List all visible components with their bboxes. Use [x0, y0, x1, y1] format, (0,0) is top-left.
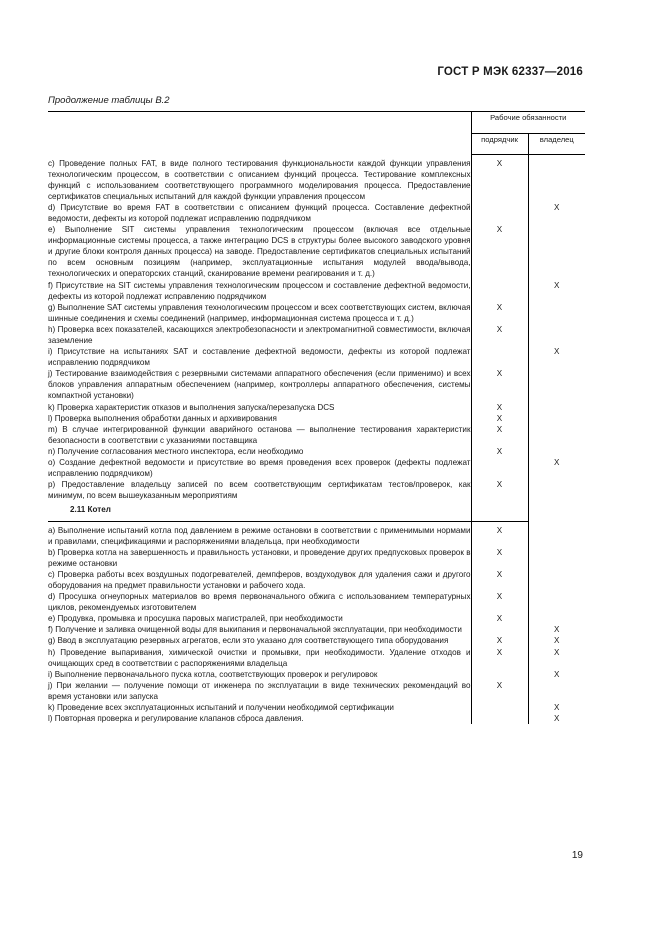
owner-mark	[528, 368, 585, 401]
table-row	[48, 368, 585, 401]
table-row	[48, 402, 585, 413]
duty-text: g) Выполнение SAT системы управления технологическим процессом и всех соответствующих систем, включая шинные соединения и схемы соединений (например, информационная система процесса и т. д.)	[48, 302, 471, 323]
owner-mark	[528, 569, 585, 591]
table-row	[48, 702, 585, 713]
table-row	[48, 413, 585, 424]
owner-mark	[528, 591, 585, 613]
duty-text: d) Просушка огнеупорных материалов во время первоначального обжига с использованием температурных циклов, рекомендуемых изготовителем	[48, 592, 471, 613]
table-row	[48, 547, 585, 569]
contractor-mark: X	[471, 569, 528, 591]
contractor-mark: X	[471, 424, 528, 446]
table-row	[48, 280, 585, 302]
duty-text: b) Проверка котла на завершенность и правильность установки, и проведение других предпусковых проверок в режиме остановки	[48, 547, 471, 568]
column-header-owner: владелец	[528, 134, 585, 155]
contractor-mark: X	[471, 479, 528, 501]
contractor-mark: X	[471, 413, 528, 424]
contractor-mark: X	[471, 647, 528, 669]
owner-mark	[528, 521, 585, 547]
owner-mark	[528, 547, 585, 569]
contractor-mark: X	[471, 613, 528, 624]
owner-mark	[528, 446, 585, 457]
table-row	[48, 155, 585, 202]
owner-mark: X	[554, 647, 560, 657]
duty-text: a) Выполнение испытаний котла под давлением в режиме остановки в соответствии с применимыми нормами и правилами, спецификациями и распоряжениями владельца, при необходимости	[48, 521, 471, 547]
duty-text: n) Получение согласования местного инспектора, если необходимо	[48, 446, 471, 457]
table-row	[48, 680, 585, 702]
table-row	[48, 446, 585, 457]
contractor-mark	[471, 669, 528, 680]
duty-text: e) Продувка, промывка и просушка паровых магистралей, при необходимости	[48, 613, 471, 624]
table-row	[48, 457, 585, 479]
section-cell	[471, 501, 528, 521]
contractor-mark	[471, 624, 528, 635]
duty-text: f) Присутствие на SIT системы управления технологическим процессом и составление дефектной ведомости, дефекты из которой подлежат исправлению подрядчиком	[48, 280, 471, 301]
owner-mark: X	[554, 458, 560, 468]
owner-mark: X	[554, 280, 560, 290]
table-row	[48, 647, 585, 669]
contractor-mark: X	[471, 368, 528, 401]
table-row	[48, 346, 585, 368]
duties-table	[48, 111, 585, 724]
contractor-mark: X	[471, 680, 528, 702]
duty-text: l) Проверка выполнения обработки данных и архивирования	[48, 413, 471, 424]
owner-mark: X	[554, 202, 560, 212]
table-row	[48, 424, 585, 446]
table-row	[48, 591, 585, 613]
contractor-mark: X	[471, 324, 528, 346]
duty-text: h) Проверка всех показателей, касающихся электробезопасности и электромагнитной совместимости, включая заземление	[48, 324, 471, 345]
contractor-mark: X	[471, 521, 528, 547]
table-header-duties: Рабочие обязанности	[471, 112, 585, 134]
table-row	[48, 224, 585, 279]
owner-mark: X	[554, 636, 560, 646]
contractor-mark: X	[471, 446, 528, 457]
table-caption: Продолжение таблицы В.2	[48, 95, 170, 106]
table-row	[48, 613, 585, 624]
owner-mark	[528, 155, 585, 202]
table-row	[48, 302, 585, 324]
owner-mark	[528, 680, 585, 702]
owner-mark: X	[554, 625, 560, 635]
table-row	[48, 635, 585, 646]
contractor-mark	[471, 702, 528, 713]
contractor-mark: X	[471, 547, 528, 569]
column-header-contractor: подрядчик	[471, 134, 528, 155]
contractor-mark: X	[471, 635, 528, 646]
contractor-mark: X	[471, 155, 528, 202]
section-cell	[528, 501, 585, 521]
duty-text: d) Присутствие во время FAT в соответствии с описанием функций процесса. Составление дефектной ведомости, дефекты из которой подлежат исправлению подрядчиком	[48, 202, 471, 223]
duty-text: i) Присутствие на испытаниях SAT и составление дефектной ведомости, дефекты из которой подлежат исправлению подрядчиком	[48, 347, 471, 368]
contractor-mark: X	[471, 402, 528, 413]
duty-text: k) Проверка характеристик отказов и выполнения запуска/перезапуска DCS	[48, 402, 471, 413]
duty-text: p) Предоставление владельцу записей по всем соответствующим сертификатам тестов/проверок, как минимум, по всем вышеуказанным мероприятиям	[48, 480, 471, 501]
table-section	[48, 501, 585, 521]
table-row	[48, 324, 585, 346]
duty-text: k) Проведение всех эксплуатационных испытаний и получении необходимой сертификации	[48, 702, 471, 713]
owner-mark	[528, 424, 585, 446]
duty-text: h) Проведение выпаривания, химической очистки и промывки, при необходимости. Удаление отходов и очищающих сред в соответствии с распоряжениями владельца	[48, 647, 471, 668]
table-row	[48, 624, 585, 635]
contractor-mark: X	[471, 591, 528, 613]
duty-text: o) Создание дефектной ведомости и присутствие во время проведения всех проверок (дефекты подлежат исправлению подрядчиком)	[48, 458, 471, 479]
duty-text: j) Тестирование взаимодействия с резервными системами аппаратного обеспечения (если применимо) и всех блоков управления аппаратным обеспечением (например, контроллеры аппаратного обеспечения, системы компактной установки)	[48, 369, 471, 401]
duty-text: c) Проверка работы всех воздушных подогревателей, демпферов, воздуходувок для удаления сажи и другого оборудования на предмет правильности установки и рабочего хода.	[48, 569, 471, 590]
owner-mark	[528, 613, 585, 624]
owner-mark	[528, 224, 585, 279]
owner-mark	[528, 479, 585, 501]
contractor-mark	[471, 280, 528, 302]
contractor-mark: X	[471, 224, 528, 279]
duty-text: i) Выполнение первоначального пуска котла, соответствующих проверок и регулировок	[48, 669, 471, 680]
section-title: 2.11 Котел	[48, 501, 471, 521]
owner-mark	[528, 324, 585, 346]
contractor-mark	[471, 346, 528, 368]
owner-mark: X	[554, 669, 560, 679]
duty-text: l) Повторная проверка и регулирование клапанов сброса давления.	[48, 713, 471, 724]
table-row	[48, 202, 585, 224]
owner-mark: X	[554, 714, 560, 724]
contractor-mark: X	[471, 302, 528, 324]
owner-mark	[528, 413, 585, 424]
duty-text: m) В случае интегрированной функции аварийного останова — выполнение тестирования характеристик безопасности в соответствии с указаниями поставщика	[48, 424, 471, 445]
table-row	[48, 669, 585, 680]
table-row	[48, 521, 585, 547]
duty-text: f) Получение и заливка очищенной воды для выкипания и первоначальной эксплуатации, при необходимости	[48, 624, 471, 635]
owner-mark	[528, 302, 585, 324]
table-body-boiler	[48, 521, 585, 724]
owner-mark: X	[554, 703, 560, 712]
contractor-mark	[471, 457, 528, 479]
table-row	[48, 479, 585, 501]
table-header-blank	[48, 112, 471, 155]
owner-mark	[528, 402, 585, 413]
contractor-mark	[471, 202, 528, 224]
page-number: 19	[571, 850, 583, 861]
table-row	[48, 569, 585, 591]
duty-text: j) При желании — получение помощи от инженера по эксплуатации в виде технических рекомендаций во время установки или запуска	[48, 680, 471, 701]
duty-text: c) Проведение полных FAT, в виде полного тестирования функциональности каждой функции управления технологическим процессом, в соответствии с описанием функций процесса. Тестирование комплексных функций с использованием соответствующего программного моделирования процесса. Предоставление сертификатов специальных испытаний для каждой функции управления процессом	[48, 155, 471, 202]
standard-designation: ГОСТ Р МЭК 62337—2016	[437, 66, 583, 78]
table-body-control	[48, 155, 585, 502]
duty-text: e) Выполнение SIT системы управления технологическим процессом (включая все отдельные информационные системы процесса, а также интеграцию DCS в структуры более высокого заводского уровня и другие блоки контроля данных процесса) на заводе. Предоставление сертификатов специальных испытаний по всем основным позициям (например, эксплуатационные испытания модулей ввода/вывода, технологических и операторских станций, сканирование времени реагирования и т. д.)	[48, 225, 471, 279]
contractor-mark	[471, 713, 528, 724]
owner-mark: X	[554, 347, 560, 357]
table-row	[48, 713, 585, 724]
duty-text: g) Ввод в эксплуатацию резервных агрегатов, если это указано для соответствующего типа оборудования	[48, 635, 471, 646]
